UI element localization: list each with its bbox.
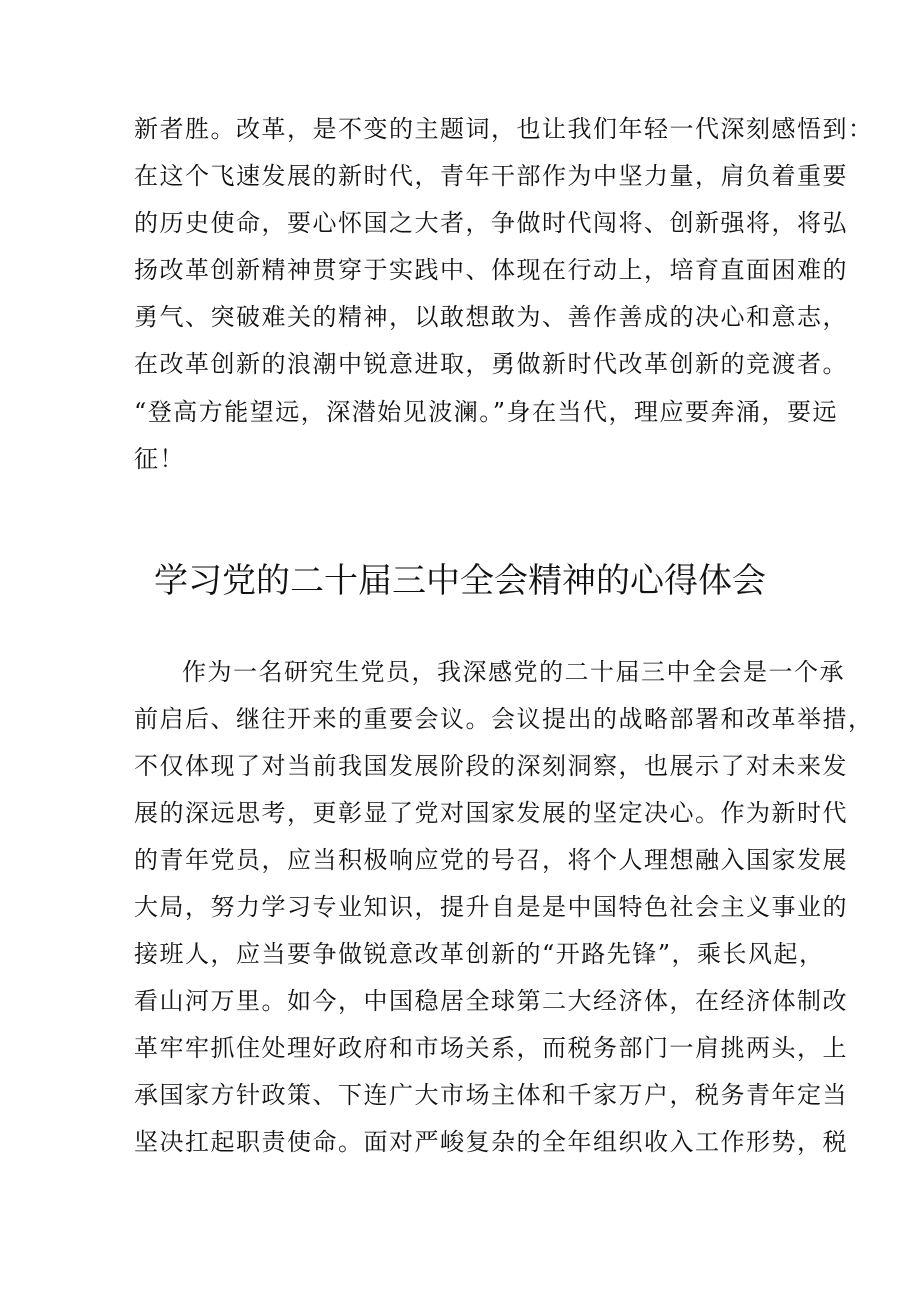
text-line: 承国家方针政策、下连广大市场主体和千家万户，税务青年定当	[134, 1081, 848, 1109]
text-line: 作为一名研究生党员，我深感党的二十届三中全会是一个承	[182, 658, 845, 686]
section-title: 学习党的二十届三中全会精神的心得体会	[154, 561, 766, 601]
text-line: 新者胜。改革，是不变的主题词，也让我们年轻一代深刻感悟到：	[134, 115, 874, 143]
text-line: 革牢牢抓住处理好政府和市场关系，而税务部门一肩挑两头，上	[134, 1034, 848, 1062]
text-line: 展的深远思考，更彰显了党对国家发展的坚定决心。作为新时代	[134, 799, 848, 827]
text-line: 在这个飞速发展的新时代，青年干部作为中坚力量，肩负着重要	[134, 162, 848, 190]
text-line: 在改革创新的浪潮中锐意进取，勇做新时代改革创新的竞渡者。	[134, 350, 848, 378]
text-line: 坚决扛起职责使命。面对严峻复杂的全年组织收入工作形势，税	[134, 1128, 848, 1156]
text-line: 看山河万里。如今，中国稳居全球第二大经济体，在经济体制改	[134, 987, 848, 1015]
text-line: 接班人，应当要争做锐意改革创新的“开路先锋”，乘长风起，	[134, 940, 825, 968]
text-line: 勇气、突破难关的精神，以敢想敢为、善作善成的决心和意志，	[134, 303, 848, 331]
text-line: 扬改革创新精神贯穿于实践中、体现在行动上，培育直面困难的	[134, 256, 848, 284]
text-line: 大局，努力学习专业知识，提升自是是中国特色社会主义事业的	[134, 893, 848, 921]
text-line: 的青年党员，应当积极响应党的号召，将个人理想融入国家发展	[134, 846, 848, 874]
text-line: 征！	[134, 445, 185, 473]
text-line: 的历史使命，要心怀国之大者，争做时代闯将、创新强将，将弘	[134, 209, 848, 237]
text-line: 前启后、继往开来的重要会议。会议提出的战略部署和改革举措，	[134, 705, 874, 733]
text-line: “登高方能望远，深潜始见波澜。”身在当代，理应要奔涌，要远	[134, 398, 839, 426]
text-line: 不仅体现了对当前我国发展阶段的深刻洞察，也展示了对未来发	[134, 752, 848, 780]
